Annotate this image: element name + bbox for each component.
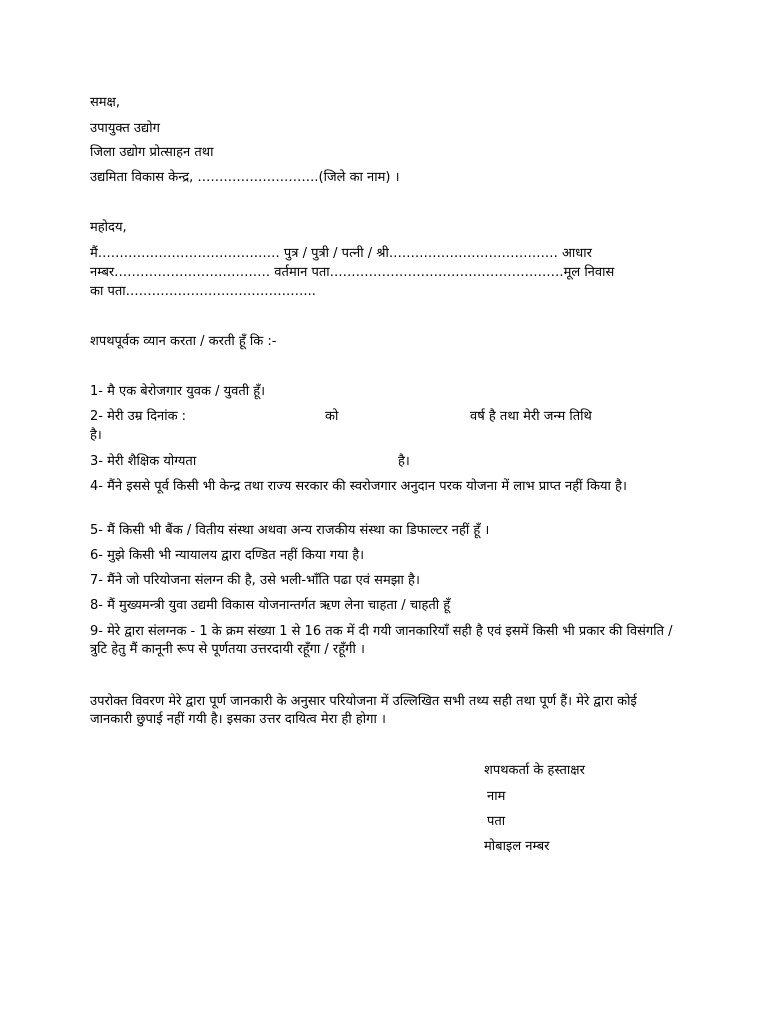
name-label: नाम (487, 789, 506, 804)
addressee-line-2: जिला उद्योग प्रोत्साहन तथा (90, 145, 214, 160)
addressee-line-1: उपायुक्त उद्योग (90, 121, 160, 136)
intro-line-2: नम्बर……………………………… वर्तमान पता………………………………………………मूल निवास (90, 265, 615, 280)
addressee-salutation: समक्ष, (90, 95, 121, 110)
intro-line-3: का पता…………………………………….. (90, 284, 316, 299)
point-2-label: 2- मेरी उम्र दिनांक : (90, 409, 187, 424)
point-2-age: वर्ष है तथा मेरी जन्म तिथि (470, 409, 592, 424)
oath-heading: शपथपूर्वक व्यान करता / करती हूँ कि :- (90, 334, 277, 349)
point-4: 4- मैंने इससे पूर्व किसी भी केन्द्र तथा राज्य सरकार की स्वरोजगार अनुदान परक योजना में लाभ प्राप्त नहीं किया है। (90, 479, 627, 494)
addressee-line-3: उद्यमिता विकास केन्द्र, ……………………….(जिले का नाम) । (90, 170, 400, 185)
point-2-on: को (325, 409, 339, 424)
point-6: 6- मुझे किसी भी न्यायालय द्वारा दण्डित नहीं किया गया है। (90, 548, 365, 563)
address-label: पता (487, 814, 506, 829)
signature-label: शपथकर्ता के हस्ताक्षर (484, 763, 585, 778)
point-8: 8- मैं मुख्यमन्त्री युवा उद्यमी विकास योजनान्तर्गत ऋण लेना चाहता / चाहती हूँ (90, 598, 451, 613)
point-2-end: है। (90, 428, 102, 443)
point-3-end: है। (398, 454, 410, 469)
point-9: 9- मेरे द्वारा संलग्नक - 1 के क्रम संख्या 1 से 16 तक में दी गयी जानकारियाँ सही है एवं इसमें किसी भी प्रकार की विसंगति / त्रुटि हेतु मैं कानूनी रूप से पूर्णतया उत्तरदायी रहूँगा / रहूँगी । (90, 624, 673, 657)
intro-line-1: मैं…………………………………… पुत्र / पुत्री / पत्नी / श्री………………………………… आधार (90, 246, 592, 261)
point-5: 5- मैं किसी भी बैंक / वितीय संस्था अथवा अन्य राजकीय संस्था का डिफाल्टर नहीं हूँ । (90, 523, 490, 538)
point-1: 1- मै एक बेरोजगार युवक / युवती हूँ। (90, 384, 266, 399)
declaration: उपरोक्त विवरण मेरे द्वारा पूर्ण जानकारी के अनुसार परियोजना में उल्लिखित सभी तथ्य सही तथा पूर्ण हैं। मेरे द्वारा कोई जानकारी छुपाई नहीं गयी है। इसका उत्तर दायित्व मेरा ही होगा । (90, 694, 637, 727)
mobile-label: मोबाइल नम्बर (484, 839, 550, 854)
greeting: महोदय, (90, 220, 127, 235)
point-3-label: 3- मेरी शैक्षिक योग्यता (90, 454, 197, 469)
point-7: 7- मैंने जो परियोजना संलग्न की है, उसे भली-भाँति पढा एवं समझा है। (90, 573, 420, 588)
